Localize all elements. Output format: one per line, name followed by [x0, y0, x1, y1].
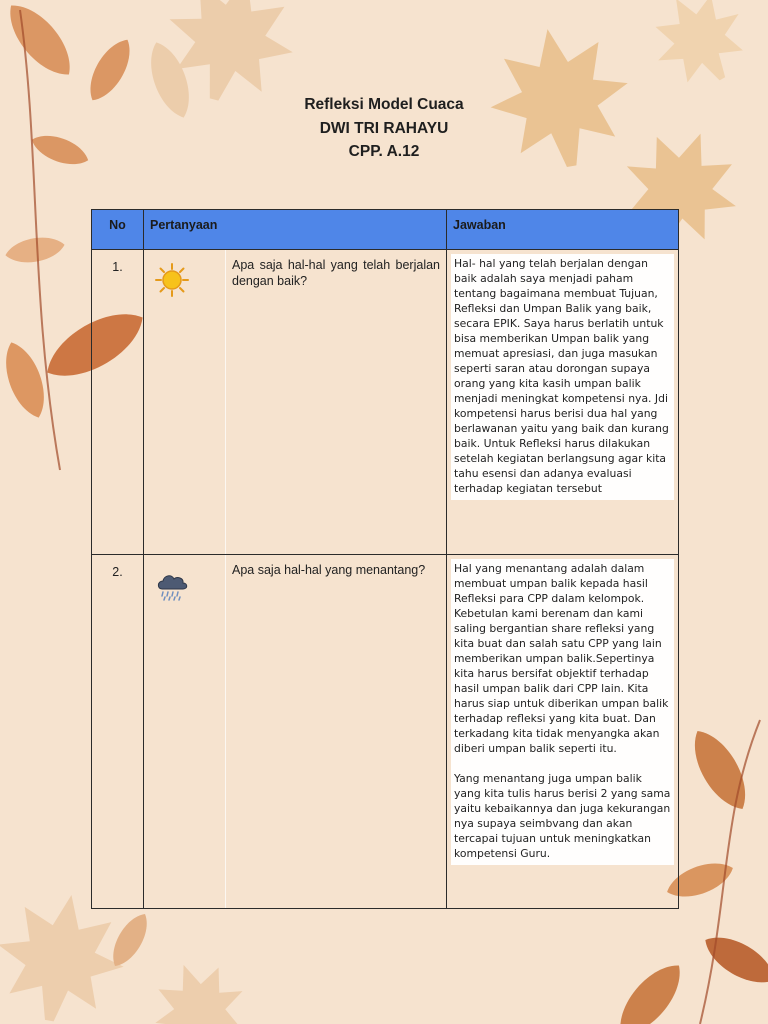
- header-answer: Jawaban: [447, 210, 679, 250]
- answer-paragraph: Hal- hal yang telah berjalan dengan baik adalah saya menjadi paham tentang bagaimana membuat Tujuan, Refleksi dan Umpan Balik yang baik, secara EPIK. Saya harus berlatih untuk bisa memberikan Umpan balik yang memuat apresiasi, dan juga masukan seperti saran atau dorongan supaya orang yang kita kasih umpan balik menjadi meningkat kompetensi nya. Jdi kompetensi harus berisi dua hal yang berlawanan yaitu yang baik dan kurang baik. Untuk Refleksi harus dilakukan setelah kegiatan berlangsung agar kita tahu esensi dan adanya evaluasi terhadap kegiatan tersebut: [454, 257, 669, 495]
- header-no: No: [92, 210, 144, 250]
- row-number: 2.: [92, 555, 144, 909]
- answer-cell: [447, 250, 679, 555]
- answer-text: [451, 254, 674, 500]
- rain-cloud-icon: [154, 567, 190, 603]
- title-block: [0, 93, 768, 164]
- answer-paragraph: Hal yang menantang adalah dalam membuat umpan balik kepada hasil Refleksi para CPP dalam kelompok. Kebetulan kami berenam dan kami saling bergantian share refleksi yang kita buat dan salah satu CPP yang lain memberikan umpan balik.Sepertinya kita harus bersifat objektif terhadap hasil umpan balik dari CPP lain. Kita harus siap untuk diberikan umpan balik terhadap refleksi yang kita buat. Dan terkadang kita tidak menyangka akan diberi umpan balik seperti itu.: [454, 562, 669, 755]
- table-row: [92, 250, 679, 555]
- sun-icon: [154, 262, 190, 298]
- answer-cell: [447, 555, 679, 909]
- cell-divider: [225, 250, 226, 554]
- cell-divider: [225, 555, 226, 908]
- answer-paragraph: Yang menantang juga umpan balik yang kita tulis harus berisi 2 yang sama yaitu kebaikannya dan juga kekurangan nya supaya seimbvang dan akan tercapai tujuan untuk meningkatkan kompetensi Guru.: [454, 772, 671, 860]
- question-text: Apa saja hal-hal yang telah berjalan dengan baik?: [232, 258, 440, 288]
- header-question: Pertanyaan: [144, 210, 447, 250]
- document-title: Refleksi Model Cuaca: [304, 96, 464, 113]
- author-code: CPP. A.12: [348, 143, 420, 160]
- reflection-table: [91, 209, 679, 909]
- question-text: Apa saja hal-hal yang menantang?: [232, 563, 426, 577]
- answer-text: [451, 559, 674, 865]
- row-number: 1.: [92, 250, 144, 555]
- question-cell: [144, 250, 447, 555]
- author-name: DWI TRI RAHAYU: [319, 119, 449, 137]
- table-header-row: [92, 210, 679, 250]
- table-row: [92, 555, 679, 909]
- question-cell: [144, 555, 447, 909]
